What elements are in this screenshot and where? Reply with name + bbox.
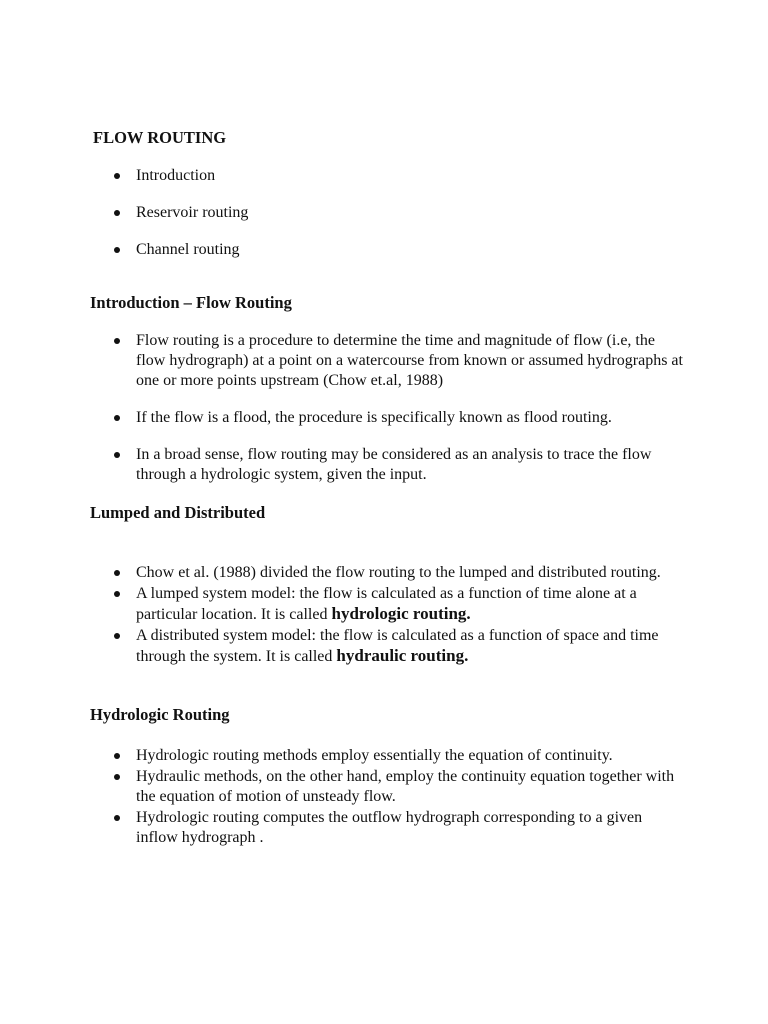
key-term: hydrologic routing. — [331, 604, 471, 623]
list-item — [0, 584, 768, 625]
list-item — [0, 626, 768, 667]
bullet-icon — [114, 338, 120, 344]
lumped-distributed-list — [0, 563, 768, 668]
key-term: hydraulic routing. — [336, 646, 469, 665]
bullet-icon — [114, 774, 120, 780]
list-item — [0, 445, 768, 485]
bullet-icon — [114, 210, 120, 216]
list-item — [0, 203, 768, 223]
list-item — [0, 746, 768, 766]
list-item-text: Introduction — [136, 167, 216, 184]
document-title: FLOW ROUTING — [93, 128, 227, 147]
bullet-icon — [114, 247, 120, 253]
list-item-text: If the flow is a flood, the procedure is specifically known as flood routing. — [136, 409, 612, 426]
bullet-icon — [114, 452, 120, 458]
hydrologic-routing-list — [0, 746, 768, 849]
list-item-text: Hydrologic routing methods employ essentially the equation of continuity. — [136, 747, 613, 764]
list-item-text: In a broad sense, flow routing may be considered as an analysis to trace the flow through a hydrologic system, given the input. — [136, 446, 652, 483]
introduction-list — [0, 331, 768, 502]
bullet-icon — [114, 591, 120, 597]
bullet-icon — [114, 633, 120, 639]
section-heading-hydrologic-routing: Hydrologic Routing — [90, 705, 230, 724]
bullet-icon — [114, 753, 120, 759]
list-item — [0, 563, 768, 583]
bullet-icon — [114, 415, 120, 421]
section-heading-lumped-distributed: Lumped and Distributed — [90, 503, 266, 522]
bullet-icon — [114, 570, 120, 576]
list-item-text: Channel routing — [136, 241, 240, 258]
table-of-contents-list — [0, 166, 768, 277]
list-item — [0, 331, 768, 391]
section-heading-introduction: Introduction – Flow Routing — [90, 293, 292, 312]
list-item — [0, 408, 768, 428]
list-item-text: Hydrologic routing computes the outflow hydrograph corresponding to a given inflow hydrograph . — [136, 809, 643, 846]
bullet-icon — [114, 815, 120, 821]
list-item-text: Chow et al. (1988) divided the flow routing to the lumped and distributed routing. — [136, 564, 661, 581]
list-item-text: Reservoir routing — [136, 204, 249, 221]
list-item-text: A lumped system model: the flow is calculated as a function of time alone at a particular location. It is called — [136, 585, 637, 623]
list-item — [0, 767, 768, 807]
list-item — [0, 808, 768, 848]
list-item — [0, 240, 768, 260]
list-item-text: A distributed system model: the flow is calculated as a function of space and time through the system. It is called — [136, 627, 659, 665]
list-item-text: Flow routing is a procedure to determine the time and magnitude of flow (i.e, the flow hydrograph) at a point on a watercourse from known or assumed hydrographs at one or more points upstream (Chow et.al, 1988) — [136, 332, 683, 389]
list-item — [0, 166, 768, 186]
list-item-text: Hydraulic methods, on the other hand, employ the continuity equation together with the equation of motion of unsteady flow. — [136, 768, 675, 805]
bullet-icon — [114, 173, 120, 179]
